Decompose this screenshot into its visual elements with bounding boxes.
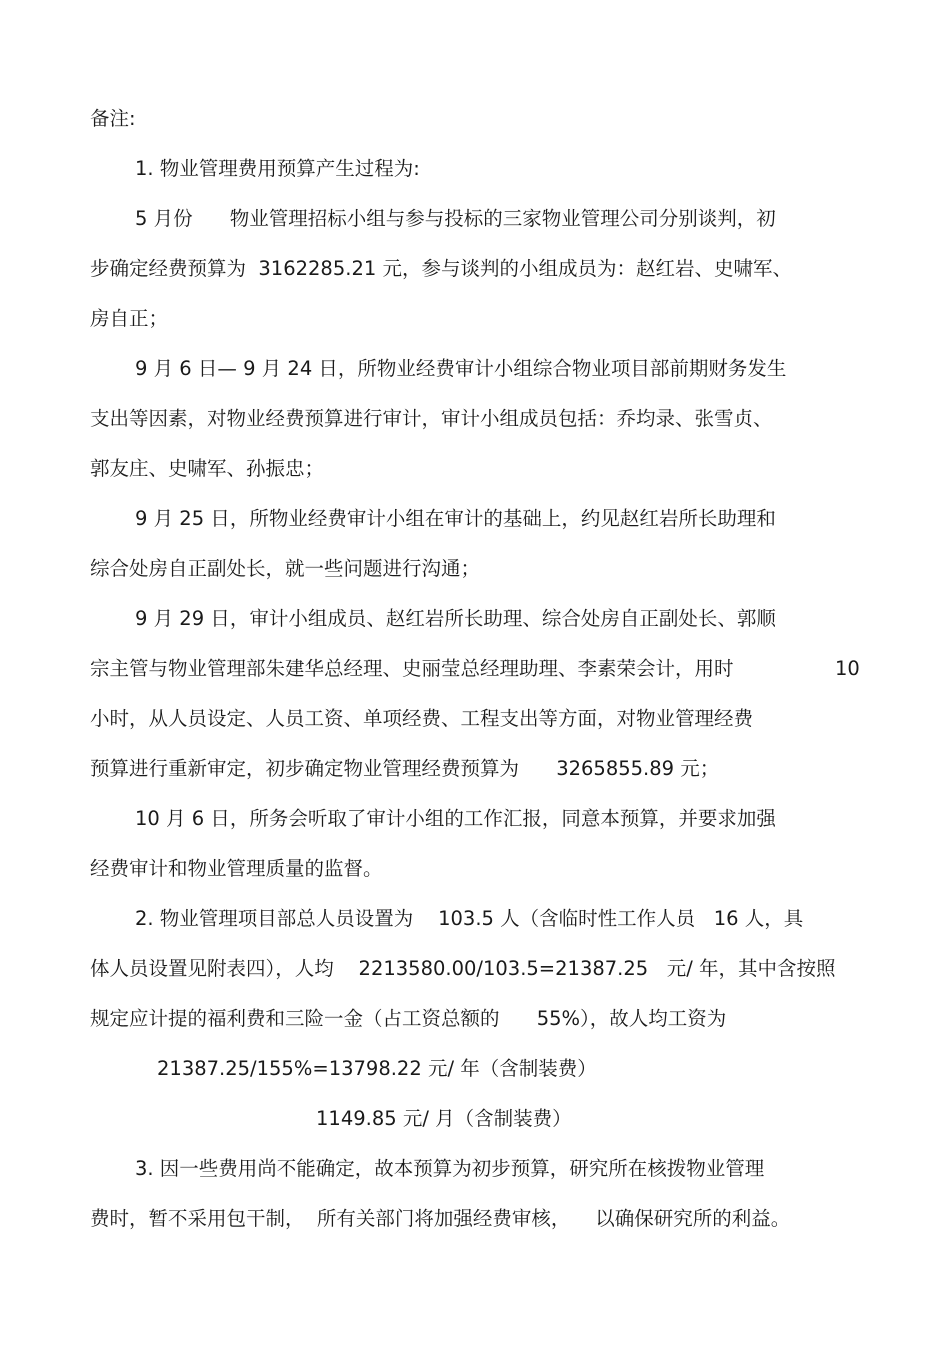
text-line: 21387.25/155%=13798.22 元/ 年（含制装费） — [157, 1057, 597, 1080]
text-line: 2. 物业管理项目部总人员设置为 103.5 人（含临时性工作人员 16 人，具 — [135, 907, 804, 930]
text-line: 支出等因素，对物业经费预算进行审计，审计小组成员包括：乔均录、张雪贞、 — [90, 407, 773, 430]
text-line: 体人员设置见附表四），人均 2213580.00/103.5=21387.25 元/ 年，其中含按照 — [90, 957, 836, 980]
text-line: 1. 物业管理费用预算产生过程为: — [135, 157, 420, 180]
text-line: 预算进行重新审定，初步确定物业管理经费预算为 3265855.89 元； — [90, 757, 720, 780]
text-line: 10 月 6 日，所务会听取了审计小组的工作汇报，同意本预算，并要求加强 — [135, 807, 776, 830]
text-line: 宗主管与物业管理部朱建华总经理、史丽莹总经理助理、李素荣会计，用时 — [90, 657, 734, 680]
text-line: 1149.85 元/ 月（含制装费） — [316, 1107, 572, 1130]
text-line: 3. 因一些费用尚不能确定，故本预算为初步预算，研究所在核拨物业管理 — [135, 1157, 765, 1180]
text-line: 综合处房自正副处长，就一些问题进行沟通； — [90, 557, 481, 580]
text-line-hours: 10 — [835, 657, 860, 680]
text-line: 9 月 25 日，所物业经费审计小组在审计的基础上，约见赵红岩所长助理和 — [135, 507, 776, 530]
text-line: 经费审计和物业管理质量的监督。 — [90, 857, 383, 880]
text-line: 房自正； — [90, 307, 169, 330]
text-line: 9 月 29 日，审计小组成员、赵红岩所长助理、综合处房自正副处长、郭顺 — [135, 607, 776, 630]
text-line: 郭友庄、史啸军、孙振忠； — [90, 457, 325, 480]
text-line: 小时，从人员设定、人员工资、单项经费、工程支出等方面，对物业管理经费 — [90, 707, 754, 730]
text-line: 规定应计提的福利费和三险一金（占工资总额的 55%），故人均工资为 — [90, 1007, 727, 1030]
text-line: 5 月份 物业管理招标小组与参与投标的三家物业管理公司分别谈判，初 — [135, 207, 776, 230]
text-line: 步确定经费预算为 3162285.21 元，参与谈判的小组成员为：赵红岩、史啸军、 — [90, 257, 792, 280]
text-line: 费时，暂不采用包干制， 所有关部门将加强经费审核， 以确保研究所的利益。 — [90, 1207, 791, 1230]
text-line: 9 月 6 日— 9 月 24 日，所物业经费审计小组综合物业项目部前期财务发生 — [135, 357, 787, 380]
notes-heading: 备注: — [90, 107, 136, 130]
